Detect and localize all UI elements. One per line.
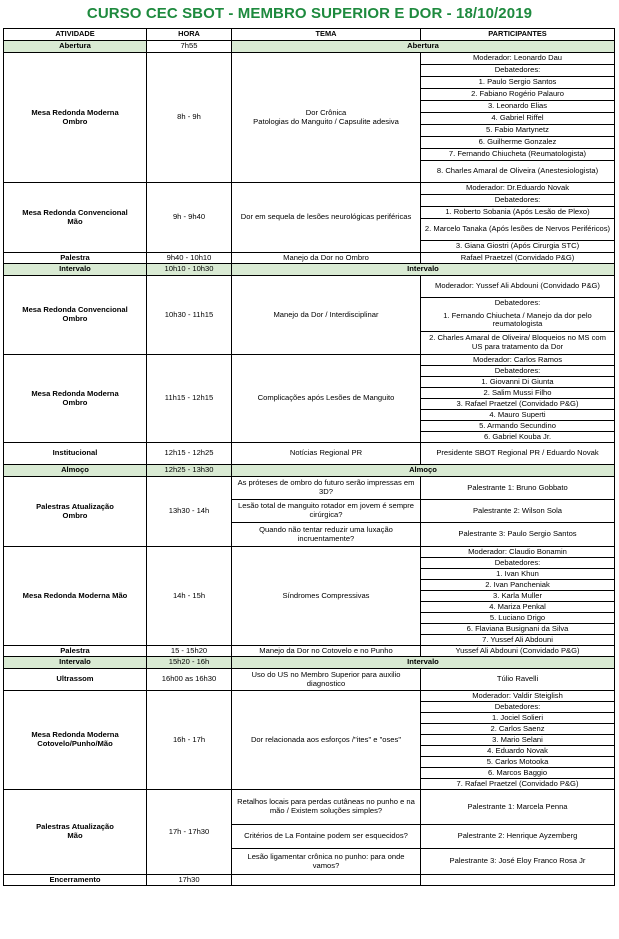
almoco-label: Almoço bbox=[232, 465, 615, 477]
s2-participant: Debatedores: bbox=[421, 195, 615, 207]
s3-participant: Debatedores: bbox=[421, 298, 615, 310]
s7-participant: 6. Marcos Baggio bbox=[421, 768, 615, 779]
s5-tema: Quando não tentar reduzir uma luxação incruentamente? bbox=[232, 523, 421, 547]
s5-tema: Lesão total de manguito rotador em jovem é sempre cirúrgica? bbox=[232, 500, 421, 523]
s3-atividade: Mesa Redonda Convencional Ombro bbox=[4, 276, 147, 355]
row-ultrassom bbox=[4, 669, 615, 691]
s4-atividade: Mesa Redonda Moderna Ombro bbox=[4, 355, 147, 443]
institucional-atividade: Institucional bbox=[4, 443, 147, 465]
almoco-hora: 12h25 - 13h30 bbox=[147, 465, 232, 477]
s4-hora: 11h15 - 12h15 bbox=[147, 355, 232, 443]
s7-participant: Debatedores: bbox=[421, 702, 615, 713]
s2-atividade: Mesa Redonda Convencional Mão bbox=[4, 183, 147, 253]
page-title: CURSO CEC SBOT - MEMBRO SUPERIOR E DOR - 18/10/2019 bbox=[86, 5, 533, 22]
palestra1-participante: Rafael Praetzel (Convidado P&G) bbox=[421, 253, 615, 264]
s8-tema: Retalhos locais para perdas cutâneas no punho e na mão / Existem soluções simples? bbox=[232, 790, 421, 825]
s6-participant: 6. Flaviana Busignani da Silva bbox=[421, 624, 615, 635]
s2-participant: 1. Roberto Sobania (Após Lesão de Plexo) bbox=[421, 207, 615, 219]
s6-participant: 2. Ivan Pancheniak bbox=[421, 580, 615, 591]
s7-participant: 5. Carlos Motooka bbox=[421, 757, 615, 768]
ultrassom-participante: Túlio Ravelli bbox=[421, 669, 615, 691]
almoco-atividade: Almoço bbox=[4, 465, 147, 477]
row-intervalo-1 bbox=[4, 264, 615, 276]
s3-participant: 1. Fernando Chiucheta / Manejo da dor pelo reumatologista bbox=[421, 310, 615, 332]
intervalo2-label: Intervalo bbox=[232, 657, 615, 669]
s8-participant: Palestrante 2: Henrique Ayzemberg bbox=[421, 825, 615, 849]
intervalo1-hora: 10h10 - 10h30 bbox=[147, 264, 232, 276]
row-s1 bbox=[4, 53, 615, 65]
ultrassom-tema: Uso do US no Membro Superior para auxilio diagnostico bbox=[232, 669, 421, 691]
row-s2 bbox=[4, 183, 615, 195]
s4-participant: 2. Salim Mussi Filho bbox=[421, 388, 615, 399]
s5-participant: Palestrante 1: Bruno Gobbato bbox=[421, 477, 615, 500]
s1-participant: Moderador: Leonardo Dau bbox=[421, 53, 615, 65]
row-palestra-1 bbox=[4, 253, 615, 264]
s6-participant: 3. Karla Muller bbox=[421, 591, 615, 602]
s1-participant: 4. Gabriel Riffel bbox=[421, 113, 615, 125]
row-s6 bbox=[4, 547, 615, 558]
s3-participant: 2. Charles Amaral de Oliveira/ Bloqueios no MS com US para tratamento da Dor bbox=[421, 332, 615, 355]
s8-tema: Lesão ligamentar crônica no punho: para onde vamos? bbox=[232, 849, 421, 875]
row-s4 bbox=[4, 355, 615, 366]
s4-participant: Moderador: Carlos Ramos bbox=[421, 355, 615, 366]
row-s5 bbox=[4, 477, 615, 500]
s1-participant: 6. Guilherme Gonzalez bbox=[421, 137, 615, 149]
palestra2-hora: 15 - 15h20 bbox=[147, 646, 232, 657]
row-encerramento bbox=[4, 875, 615, 886]
s7-participant: 2. Carlos Saenz bbox=[421, 724, 615, 735]
s7-hora: 16h - 17h bbox=[147, 691, 232, 790]
header-row bbox=[4, 29, 615, 41]
s8-tema: Critérios de La Fontaine podem ser esquecidos? bbox=[232, 825, 421, 849]
s6-atividade: Mesa Redonda Moderna Mão bbox=[4, 547, 147, 646]
s6-hora: 14h - 15h bbox=[147, 547, 232, 646]
s8-atividade: Palestras Atualização Mão bbox=[4, 790, 147, 875]
col-header-tema: TEMA bbox=[232, 29, 421, 41]
s6-participant: Debatedores: bbox=[421, 558, 615, 569]
s1-atividade: Mesa Redonda Moderna Ombro bbox=[4, 53, 147, 183]
s3-tema: Manejo da Dor / Interdisciplinar bbox=[232, 276, 421, 355]
s2-tema: Dor em sequela de lesões neurológicas periféricas bbox=[232, 183, 421, 253]
s7-atividade: Mesa Redonda Moderna Cotovelo/Punho/Mão bbox=[4, 691, 147, 790]
s6-tema: Síndromes Compressivas bbox=[232, 547, 421, 646]
palestra2-tema: Manejo da Dor no Cotovelo e no Punho bbox=[232, 646, 421, 657]
row-institucional bbox=[4, 443, 615, 465]
intervalo2-hora: 15h20 - 16h bbox=[147, 657, 232, 669]
ultrassom-atividade: Ultrassom bbox=[4, 669, 147, 691]
row-almoco bbox=[4, 465, 615, 477]
s4-participant: 1. Giovanni Di Giunta bbox=[421, 377, 615, 388]
s1-participant: 8. Charles Amaral de Oliveira (Anestesiologista) bbox=[421, 161, 615, 183]
s7-participant: 7. Rafael Praetzel (Convidado P&G) bbox=[421, 779, 615, 790]
abertura-atividade: Abertura bbox=[4, 41, 147, 53]
abertura-label: Abertura bbox=[232, 41, 615, 53]
s5-participant: Palestrante 3: Paulo Sergio Santos bbox=[421, 523, 615, 547]
palestra1-hora: 9h40 - 10h10 bbox=[147, 253, 232, 264]
s6-participant: 4. Mariza Penkal bbox=[421, 602, 615, 613]
row-palestra-2 bbox=[4, 646, 615, 657]
ultrassom-hora: 16h00 as 16h30 bbox=[147, 669, 232, 691]
s8-hora: 17h - 17h30 bbox=[147, 790, 232, 875]
s1-participant: 7. Fernando Chiucheta (Reumatologista) bbox=[421, 149, 615, 161]
encerramento-atividade: Encerramento bbox=[4, 875, 147, 886]
row-s3 bbox=[4, 276, 615, 298]
intervalo1-label: Intervalo bbox=[232, 264, 615, 276]
s5-atividade: Palestras Atualização Ombro bbox=[4, 477, 147, 547]
row-s7 bbox=[4, 691, 615, 702]
intervalo2-atividade: Intervalo bbox=[4, 657, 147, 669]
palestra1-atividade: Palestra bbox=[4, 253, 147, 264]
s1-participant: 2. Fabiano Rogério Palauro bbox=[421, 89, 615, 101]
s6-participant: 5. Luciano Drigo bbox=[421, 613, 615, 624]
s4-participant: 6. Gabriel Kouba Jr. bbox=[421, 432, 615, 443]
col-header-atividade: ATIVIDADE bbox=[4, 29, 147, 41]
row-s8 bbox=[4, 790, 615, 825]
encerramento-participantes-empty bbox=[421, 875, 615, 886]
institucional-tema: Notícias Regional PR bbox=[232, 443, 421, 465]
encerramento-hora: 17h30 bbox=[147, 875, 232, 886]
s2-participant: Moderador: Dr.Eduardo Novak bbox=[421, 183, 615, 195]
s2-participant: 3. Giana Giostri (Após Cirurgia STC) bbox=[421, 241, 615, 253]
s2-hora: 9h - 9h40 bbox=[147, 183, 232, 253]
s1-tema: Dor Crônica Patologias do Manguito / Capsulite adesiva bbox=[232, 53, 421, 183]
col-header-participantes: PARTICIPANTES bbox=[421, 29, 615, 41]
s4-participant: 5. Armando Secundino bbox=[421, 421, 615, 432]
col-header-hora: HORA bbox=[147, 29, 232, 41]
intervalo1-atividade: Intervalo bbox=[4, 264, 147, 276]
s7-participant: Moderador: Valdir Steiglish bbox=[421, 691, 615, 702]
encerramento-tema-empty bbox=[232, 875, 421, 886]
s6-participant: Moderador: Claudio Bonamin bbox=[421, 547, 615, 558]
s8-participant: Palestrante 3: José Eloy Franco Rosa Jr bbox=[421, 849, 615, 875]
row-intervalo-2 bbox=[4, 657, 615, 669]
s7-participant: 1. Jociel Solieri bbox=[421, 713, 615, 724]
s1-participant: 1. Paulo Sergio Santos bbox=[421, 77, 615, 89]
s5-tema: As próteses de ombro do futuro serão impressas em 3D? bbox=[232, 477, 421, 500]
abertura-hora: 7h55 bbox=[147, 41, 232, 53]
s1-hora: 8h - 9h bbox=[147, 53, 232, 183]
s6-participant: 7. Yussef Ali Abdouni bbox=[421, 635, 615, 646]
s7-participant: 3. Mario Selani bbox=[421, 735, 615, 746]
s7-tema: Dor relacionada aos esforços /"ites" e "oses" bbox=[232, 691, 421, 790]
palestra2-atividade: Palestra bbox=[4, 646, 147, 657]
palestra2-participante: Yussef Ali Abdouni (Convidado P&G) bbox=[421, 646, 615, 657]
s5-participant: Palestrante 2: Wilson Sola bbox=[421, 500, 615, 523]
s8-participant: Palestrante 1: Marcela Penna bbox=[421, 790, 615, 825]
s3-participant: Moderador: Yussef Ali Abdouni (Convidado P&G) bbox=[421, 276, 615, 298]
institucional-participante: Presidente SBOT Regional PR / Eduardo Novak bbox=[421, 443, 615, 465]
palestra1-tema: Manejo da Dor no Ombro bbox=[232, 253, 421, 264]
s6-participant: 1. Ivan Khun bbox=[421, 569, 615, 580]
s3-hora: 10h30 - 11h15 bbox=[147, 276, 232, 355]
s1-participant: 5. Fabio Martynetz bbox=[421, 125, 615, 137]
s1-participant: Debatedores: bbox=[421, 65, 615, 77]
s5-hora: 13h30 - 14h bbox=[147, 477, 232, 547]
s2-participant: 2. Marcelo Tanaka (Após lesões de Nervos Periféricos) bbox=[421, 219, 615, 241]
s4-participant: 4. Mauro Superti bbox=[421, 410, 615, 421]
s4-participant: 3. Rafael Praetzel (Convidado P&G) bbox=[421, 399, 615, 410]
schedule-table bbox=[3, 28, 615, 886]
s4-tema: Complicações após Lesões de Manguito bbox=[232, 355, 421, 443]
s4-participant: Debatedores: bbox=[421, 366, 615, 377]
row-abertura bbox=[4, 41, 615, 53]
s7-participant: 4. Eduardo Novak bbox=[421, 746, 615, 757]
institucional-hora: 12h15 - 12h25 bbox=[147, 443, 232, 465]
s1-participant: 3. Leonardo Elias bbox=[421, 101, 615, 113]
